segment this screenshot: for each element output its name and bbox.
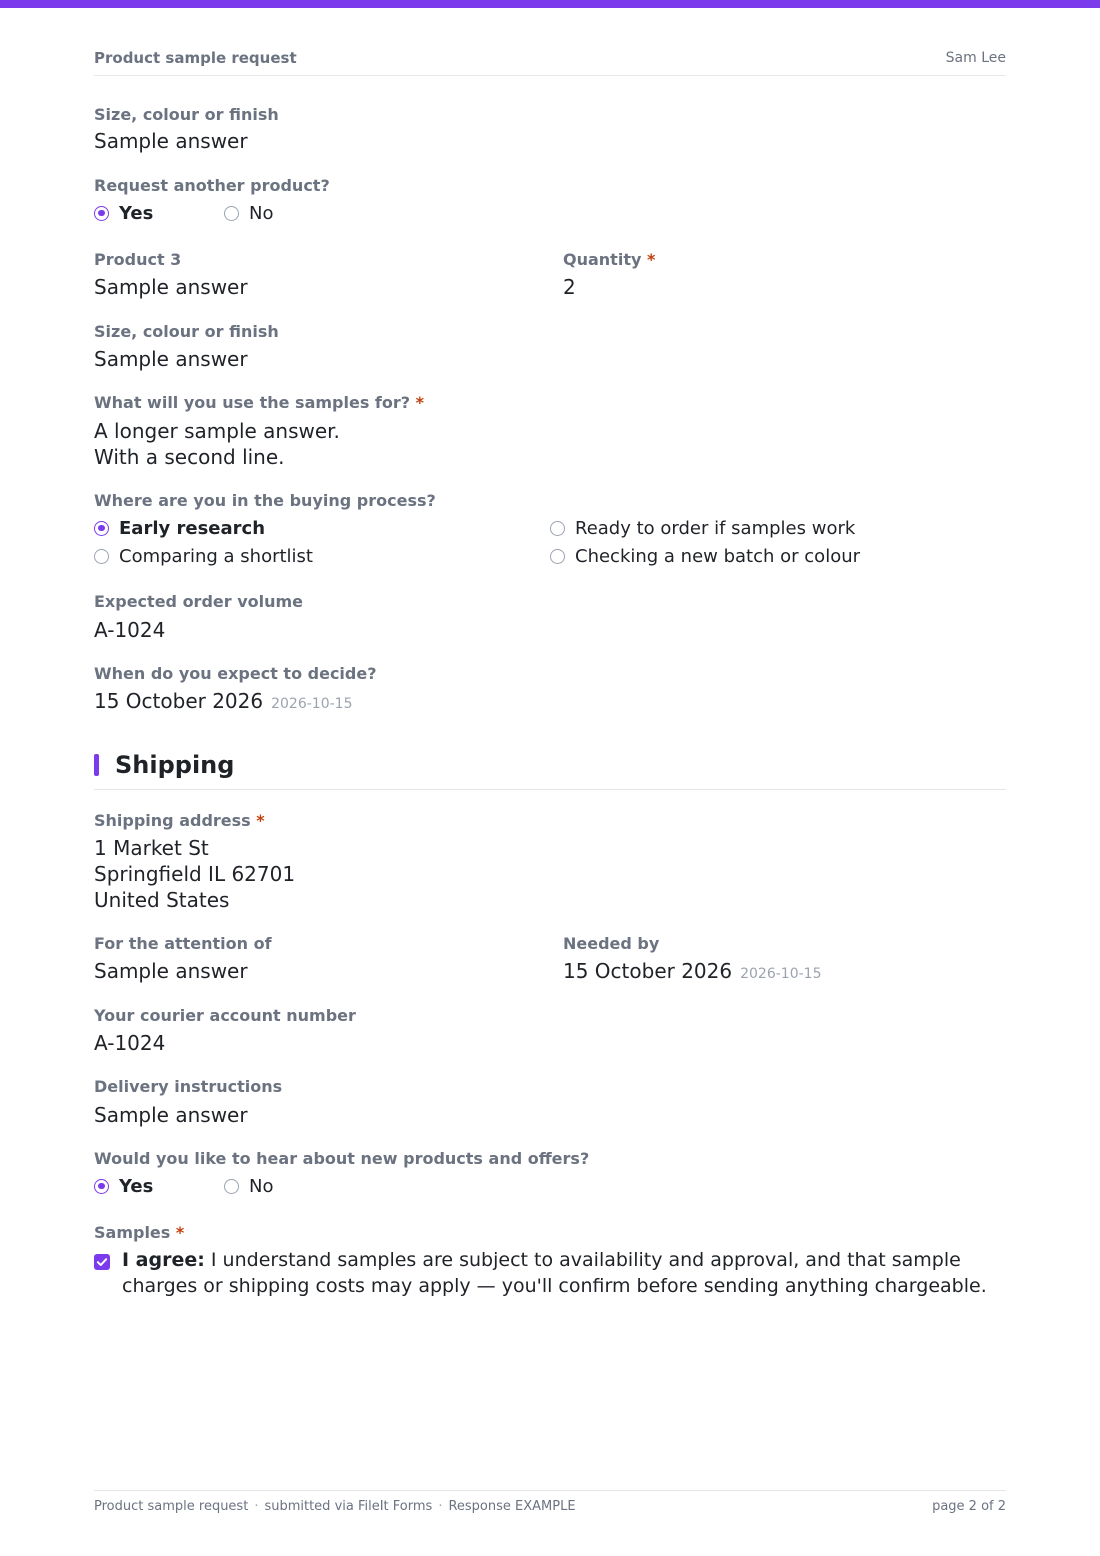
field-label: Needed by: [563, 934, 660, 953]
field-label: Size, colour or finish: [94, 322, 279, 341]
footer-info: Product sample request · submitted via FileIt Forms · Response EXAMPLE: [94, 1499, 576, 1514]
field-value: 15 October 2026 2026-10-15: [563, 959, 822, 983]
field-decision-date: [94, 664, 377, 717]
field-label: For the attention of: [94, 934, 272, 953]
field-quantity: [563, 250, 655, 300]
radio-empty-icon[interactable]: [224, 1179, 239, 1194]
address-line-1: 1 Market St: [94, 836, 209, 860]
field-value: 2: [563, 275, 576, 299]
field-marketing-offers: [94, 1149, 589, 1169]
field-label: Samples *: [94, 1223, 185, 1242]
field-value: 15 October 2026 2026-10-15: [94, 689, 353, 713]
radio-empty-icon[interactable]: [224, 206, 239, 221]
required-marker: *: [646, 250, 656, 269]
field-label: Where are you in the buying process?: [94, 491, 436, 510]
field-size-2: [94, 322, 279, 372]
radio-label: No: [249, 202, 274, 224]
field-label: Delivery instructions: [94, 1077, 283, 1096]
field-buying-process: [94, 491, 436, 511]
radio-label: Yes: [119, 1175, 154, 1197]
radio-option-yes[interactable]: [94, 1173, 153, 1199]
radio-label: Ready to order if samples work: [575, 517, 856, 539]
field-label: Quantity *: [563, 250, 656, 269]
radio-option-comparing-shortlist[interactable]: [94, 543, 313, 569]
radio-empty-icon[interactable]: [550, 521, 565, 536]
field-value: Sample answer: [94, 959, 248, 983]
agree-bold: I agree:: [122, 1249, 205, 1271]
user-name: Sam Lee: [945, 50, 1006, 66]
iso-date: 2026-10-15: [271, 696, 353, 712]
section-accent-bar: [94, 754, 99, 776]
iso-date: 2026-10-15: [740, 966, 822, 982]
field-value-line-2: With a second line.: [94, 445, 285, 469]
radio-selected-icon[interactable]: [94, 1179, 109, 1194]
required-marker: *: [256, 811, 265, 830]
field-shipping-address: [94, 811, 295, 913]
field-order-volume: [94, 592, 303, 643]
field-product-3: [94, 250, 248, 300]
agree-checkbox[interactable]: [94, 1254, 110, 1270]
field-samples-use: [94, 393, 424, 470]
address-line-2: Springfield IL 62701: [94, 862, 296, 886]
checkmark-icon: [94, 1254, 110, 1270]
page-footer: [94, 1490, 1006, 1520]
radio-label: Yes: [119, 202, 154, 224]
radio-option-no[interactable]: [224, 1173, 273, 1199]
radio-option-early-research[interactable]: [94, 515, 265, 541]
field-value: Sample answer: [94, 129, 248, 153]
address-line-3: United States: [94, 888, 230, 912]
page-number: page 2 of 2: [932, 1499, 1006, 1514]
accent-bar: [0, 0, 1100, 8]
required-marker: *: [175, 1223, 185, 1242]
field-label: Would you like to hear about new products and offers?: [94, 1149, 590, 1168]
field-request-another: [94, 176, 330, 196]
section-shipping: [94, 750, 1006, 790]
radio-empty-icon[interactable]: [94, 549, 109, 564]
radio-label: No: [249, 1175, 274, 1197]
radio-empty-icon[interactable]: [550, 549, 565, 564]
agree-body: I understand samples are subject to availability and approval, and that sample charges or shipping costs may apply — you'll confirm before sending anything chargeable.: [122, 1249, 987, 1297]
field-value-line-1: A longer sample answer.: [94, 419, 340, 443]
field-value: Sample answer: [94, 347, 248, 371]
field-label: Your courier account number: [94, 1006, 356, 1025]
field-label: What will you use the samples for? *: [94, 393, 424, 412]
section-title: Shipping: [115, 751, 235, 779]
required-marker: *: [415, 393, 424, 412]
field-samples-agreement: [94, 1223, 184, 1243]
radio-selected-icon[interactable]: [94, 521, 109, 536]
field-label: Expected order volume: [94, 592, 304, 611]
field-value: Sample answer: [94, 1103, 248, 1127]
radio-label: Comparing a shortlist: [119, 545, 313, 567]
page-header: [94, 49, 1006, 76]
field-label: Request another product?: [94, 176, 330, 195]
radio-option-no[interactable]: [224, 200, 273, 226]
radio-option-yes[interactable]: [94, 200, 153, 226]
radio-label: Early research: [119, 517, 266, 539]
field-size-1: [94, 105, 279, 154]
field-label: Shipping address *: [94, 811, 265, 830]
field-label: Product 3: [94, 250, 182, 269]
field-label: When do you expect to decide?: [94, 664, 377, 683]
radio-label: Checking a new batch or colour: [575, 545, 861, 567]
field-label: Size, colour or finish: [94, 105, 279, 124]
field-value: A-1024: [94, 1031, 166, 1055]
field-courier-account: [94, 1006, 356, 1056]
radio-option-ready-to-order[interactable]: [550, 515, 855, 541]
agreement-text: [122, 1247, 1002, 1299]
field-needed-by: [563, 934, 821, 987]
form-title: Product sample request: [94, 49, 297, 67]
field-value: Sample answer: [94, 275, 248, 299]
radio-option-checking-new-batch[interactable]: [550, 543, 860, 569]
radio-selected-icon[interactable]: [94, 206, 109, 221]
field-attention-of: [94, 934, 272, 984]
field-value: A-1024: [94, 618, 166, 642]
field-delivery-instructions: [94, 1077, 282, 1128]
